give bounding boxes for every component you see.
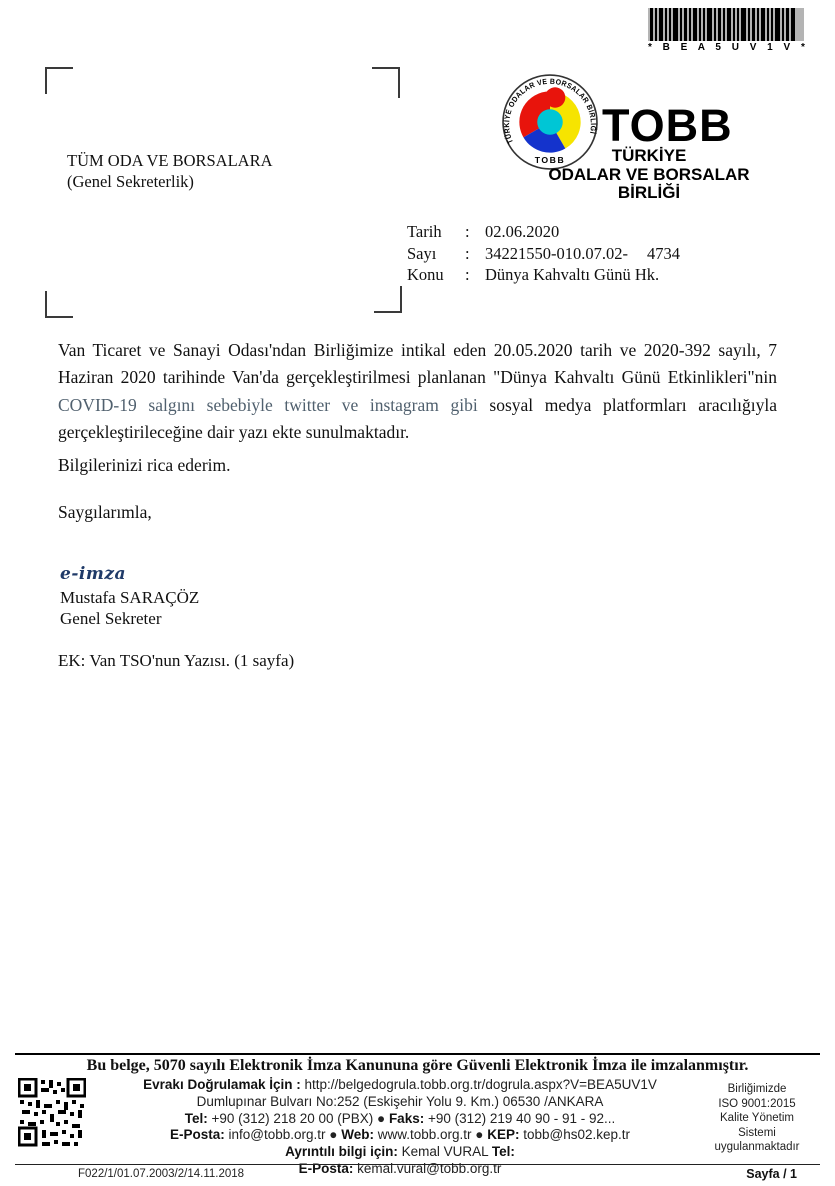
- number-label: Sayı: [407, 243, 437, 263]
- iso-line: Birliğimizde: [727, 1083, 787, 1095]
- verify-line: [95, 1077, 705, 1094]
- form-number: F022/1/01.07.2003/2/14.11.2018: [78, 1168, 245, 1180]
- kep-value: tobb@hs02.kep.tr: [523, 1127, 631, 1143]
- qr-code-image: [18, 1078, 86, 1150]
- bullet-icon: ●: [475, 1127, 484, 1143]
- subject-separator: :: [465, 265, 470, 284]
- corner-mark-bottom-left: [45, 291, 73, 318]
- address-line: Dumlupınar Bulvarı No:252 (Eskişehir Yolu 9. Km.) 06530 /ANKARA: [196, 1093, 604, 1109]
- web-label: Web:: [341, 1127, 374, 1143]
- number-separator: :: [465, 243, 470, 263]
- web-value: www.tobb.org.tr: [377, 1127, 472, 1143]
- org-name-line2: ODALAR VE BORSALAR: [548, 164, 750, 184]
- info-contact-line: [95, 1144, 705, 1161]
- body-text-after: sosyal medya platformları aracılığıyla gerçekleştirileceğine dair yazı ekte sunulmaktadır.: [58, 394, 777, 442]
- date-separator: :: [465, 222, 470, 241]
- date-label: Tarih: [407, 222, 442, 241]
- iso-line: Sistemi: [738, 1126, 776, 1139]
- body-text-before: Van Ticaret ve Sanayi Odası'ndan Birliğimize intikal eden 20.05.2020 tarih ve 2020-392 sayılı, 7 Haziran 2020 tarihinde Van'da gerçekleştirilmesi planlanan "Dünya Kahvaltı Günü Etkinlikleri"nin: [58, 340, 777, 388]
- iso-line: ISO 9001:2015: [718, 1097, 796, 1110]
- eposta-label: E-Posta:: [169, 1127, 225, 1143]
- corner-mark-top-left: [45, 67, 73, 94]
- document-barcode: [648, 8, 809, 53]
- recipient-line2: (Genel Sekreterlik): [67, 172, 194, 191]
- info-eposta-value: kemal.vural@tobb.org.tr: [357, 1160, 502, 1176]
- barcode-bars-image: [648, 8, 804, 41]
- signer-title: Genel Sekreter: [60, 609, 162, 628]
- bullet-icon: ●: [329, 1127, 338, 1143]
- faks-value: +90 (312) 219 40 90 - 91 - 92...: [427, 1110, 616, 1126]
- number-suffix: 4734: [647, 243, 680, 263]
- recipient-block: [67, 150, 273, 192]
- letter-meta: [407, 221, 680, 286]
- org-acronym: TOBB: [602, 100, 733, 151]
- page-number: Sayfa / 1: [746, 1167, 797, 1181]
- info-tel-label: Tel:: [491, 1144, 515, 1160]
- signer-name: Mustafa SARAÇÖZ: [60, 588, 200, 607]
- closing-request-line: Bilgilerinizi rica ederim.: [58, 455, 231, 475]
- corner-mark-bottom-right: [374, 286, 402, 313]
- qr-code: [18, 1078, 86, 1150]
- info-name: Kemal VURAL: [401, 1144, 489, 1160]
- org-name-line1: TÜRKİYE: [611, 146, 687, 165]
- verify-label: Evrakı Doğrulamak İçin :: [143, 1077, 301, 1092]
- date-value: 02.06.2020: [485, 222, 560, 241]
- faks-label: Faks:: [388, 1110, 425, 1126]
- org-name-block: [540, 147, 758, 203]
- electronic-signature-mark: e-imza: [60, 564, 126, 584]
- verify-url: http://belgedogrula.tobb.org.tr/dogrula.aspx?V=BEA5UV1V: [304, 1077, 657, 1092]
- email-web-line: [95, 1127, 705, 1144]
- barcode-text: * B E A 5 U V 1 V *: [648, 42, 809, 53]
- tel-value: +90 (312) 218 20 00 (PBX): [211, 1110, 374, 1126]
- org-name-line3: BİRLİĞİ: [617, 183, 681, 202]
- footer-top-rule: [15, 1053, 820, 1055]
- subject-value: Dünya Kahvaltı Günü Hk.: [485, 265, 660, 284]
- info-eposta-label: E-Posta:: [298, 1160, 354, 1176]
- phone-line: [95, 1111, 705, 1128]
- footer-contact-block: [95, 1077, 705, 1178]
- signature-law-notice: Bu belge, 5070 sayılı Elektronik İmza Kanununa göre Güvenli Elektronik İmza ile imzalanmıştır.: [86, 1057, 749, 1074]
- meta-row-subject: [407, 264, 680, 286]
- logo-ring-text: TÜRKİYE ODALAR VE BORSALAR BİRLİĞİ: [502, 76, 598, 146]
- body-text-highlighted: COVID-19 salgını sebebiyle twitter ve instagram gibi: [58, 394, 478, 415]
- meta-row-date: [407, 221, 680, 243]
- eposta-value: info@tobb.org.tr: [228, 1127, 326, 1143]
- subject-label: Konu: [407, 265, 444, 284]
- body-paragraph: [58, 337, 777, 446]
- tel-label: Tel:: [184, 1110, 208, 1126]
- kep-label: KEP:: [487, 1127, 520, 1143]
- corner-mark-top-right: [372, 67, 400, 98]
- closing-salutation: Saygılarımla,: [58, 502, 152, 522]
- bullet-icon: ●: [377, 1110, 386, 1126]
- iso-line: Kalite Yönetim: [720, 1112, 794, 1124]
- iso-line: uygulanmaktadır: [714, 1141, 800, 1153]
- iso-certification-block: [692, 1082, 822, 1155]
- meta-row-number: [407, 243, 680, 265]
- attachment-note: EK: Van TSO'nun Yazısı. (1 sayfa): [58, 651, 295, 670]
- footer-bottom-rule: [15, 1164, 820, 1165]
- recipient-line1: TÜM ODA VE BORSALARA: [67, 151, 273, 170]
- number-value: 34221550-010.07.02-: [485, 243, 628, 263]
- logo-ring-bottom-text: TOBB: [534, 154, 566, 165]
- info-label: Ayrıntılı bilgi için:: [285, 1144, 398, 1160]
